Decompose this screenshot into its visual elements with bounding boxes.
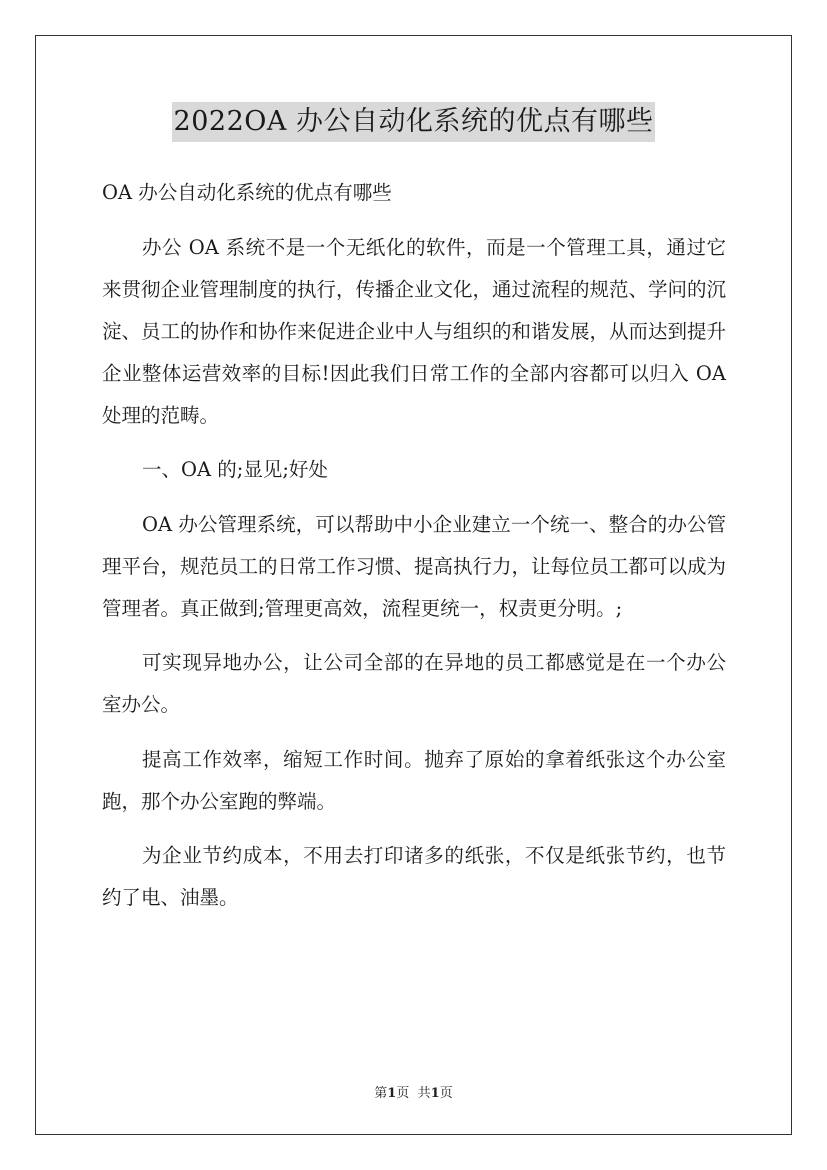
total-label-suffix: 页 [439,1086,453,1101]
total-pages: 1 [430,1086,440,1101]
document-title: 2022OA 办公自动化系统的优点有哪些 [172,102,656,142]
section-heading: 一、OA 的;显见;好处 [142,458,328,481]
document-body [102,172,726,932]
paragraph: 提高工作效率，缩短工作时间。抛弃了原始的拿着纸张这个办公室跑，那个办公室跑的弊端。 [102,747,726,813]
paragraph-intro: 办公 OA 系统不是一个无纸化的软件，而是一个管理工具，通过它来贯彻企业管理制度的执行，传播企业文化，通过流程的规范、学问的沉淀、员工的协作和协作来促进企业中人与组织的和谐发展，从而达到提升企业整体运营效率的目标!因此我们日常工作的全部内容都可以归入 OA 处理的范畴。 [102,235,727,427]
page-label-prefix: 第 [374,1086,388,1101]
paragraph: 可实现异地办公，让公司全部的在异地的员工都感觉是在一个办公室办公。 [102,651,726,716]
page-footer [0,1082,827,1101]
page-label-suffix: 页 [396,1086,410,1101]
title-wrapper [0,102,827,142]
paragraph: 为企业节约成本，不用去打印诸多的纸张，不仅是纸张节约，也节约了电、油墨。 [102,844,726,909]
paragraph-subtitle: OA 办公自动化系统的优点有哪些 [102,181,392,204]
page-number: 1 [387,1086,397,1101]
total-label-prefix: 共 [417,1086,431,1101]
paragraph: OA 办公管理系统，可以帮助中小企业建立一个统一、整合的办公管理平台，规范员工的日常工作习惯、提高执行力，让每位员工都可以成为管理者。真正做到;管理更高效，流程更统一，权责更分明。; [102,512,727,620]
